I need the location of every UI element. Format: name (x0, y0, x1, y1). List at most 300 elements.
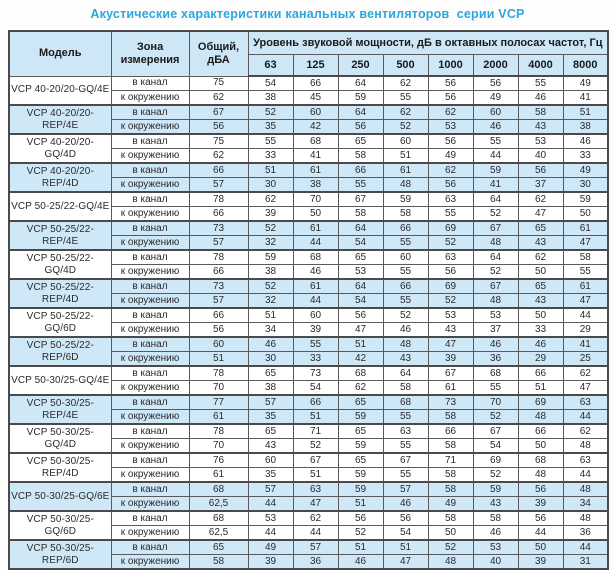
zone-cell: в канал (111, 540, 189, 555)
octave-value-cell: 62 (518, 192, 563, 207)
octave-value-cell: 50 (518, 540, 563, 555)
octave-value-cell: 62 (518, 250, 563, 265)
octave-value-cell: 34 (563, 497, 608, 512)
zone-cell: в канал (111, 424, 189, 439)
octave-value-cell: 62 (563, 366, 608, 381)
zone-cell: в канал (111, 337, 189, 352)
octave-value-cell: 63 (428, 192, 473, 207)
octave-value-cell: 43 (518, 236, 563, 251)
octave-value-cell: 46 (338, 555, 383, 570)
octave-value-cell: 55 (473, 134, 518, 149)
freq-header-4000: 4000 (518, 55, 563, 77)
octave-value-cell: 66 (293, 395, 338, 410)
zone-cell: к окружению (111, 120, 189, 135)
octave-value-cell: 70 (473, 395, 518, 410)
zone-cell: в канал (111, 308, 189, 323)
octave-value-cell: 55 (338, 178, 383, 193)
octave-value-cell: 49 (473, 91, 518, 106)
octave-value-cell: 60 (383, 134, 428, 149)
octave-value-cell: 52 (248, 279, 293, 294)
zone-cell: к окружению (111, 265, 189, 280)
octave-value-cell: 68 (338, 366, 383, 381)
octave-value-cell: 43 (248, 439, 293, 454)
octave-value-cell: 35 (248, 468, 293, 483)
octave-value-cell: 54 (338, 294, 383, 309)
octave-value-cell: 57 (248, 395, 293, 410)
table-row (9, 482, 608, 497)
zone-cell: в канал (111, 395, 189, 410)
octave-value-cell: 56 (338, 511, 383, 526)
total-dba-cell: 61 (189, 468, 248, 483)
octave-value-cell: 30 (248, 352, 293, 367)
octave-value-cell: 59 (338, 410, 383, 425)
octave-value-cell: 31 (563, 555, 608, 570)
freq-header-1000: 1000 (428, 55, 473, 77)
octave-value-cell: 41 (293, 149, 338, 164)
total-dba-cell: 78 (189, 192, 248, 207)
octave-value-cell: 55 (383, 91, 428, 106)
octave-value-cell: 33 (563, 149, 608, 164)
freq-header-63: 63 (248, 55, 293, 77)
octave-value-cell: 67 (428, 366, 473, 381)
model-cell: VCP 40-20/20-GQ/4D (9, 134, 111, 163)
zone-cell: к окружению (111, 381, 189, 396)
octave-value-cell: 56 (428, 76, 473, 91)
octave-value-cell: 51 (338, 337, 383, 352)
octave-value-cell: 49 (563, 163, 608, 178)
octave-value-cell: 65 (338, 250, 383, 265)
octave-value-cell: 53 (473, 540, 518, 555)
model-cell: VCP 50-30/25-GQ/6E (9, 482, 111, 511)
table-row (9, 105, 608, 120)
octave-value-cell: 44 (563, 410, 608, 425)
octave-value-cell: 56 (428, 265, 473, 280)
octave-value-cell: 53 (428, 120, 473, 135)
total-dba-cell: 66 (189, 163, 248, 178)
total-dba-cell: 62,5 (189, 497, 248, 512)
model-cell: VCP 50-30/25-GQ/4E (9, 366, 111, 395)
octave-value-cell: 62 (428, 163, 473, 178)
octave-value-cell: 67 (473, 279, 518, 294)
octave-value-cell: 58 (383, 207, 428, 222)
octave-value-cell: 38 (293, 178, 338, 193)
octave-value-cell: 69 (428, 221, 473, 236)
acoustic-characteristics-table (8, 30, 609, 570)
octave-value-cell: 52 (293, 439, 338, 454)
octave-value-cell: 56 (473, 76, 518, 91)
octave-value-cell: 64 (338, 76, 383, 91)
octave-value-cell: 51 (293, 410, 338, 425)
octave-value-cell: 53 (428, 308, 473, 323)
octave-value-cell: 60 (383, 250, 428, 265)
octave-value-cell: 38 (563, 120, 608, 135)
octave-value-cell: 73 (293, 366, 338, 381)
octave-value-cell: 47 (293, 497, 338, 512)
zone-cell: к окружению (111, 294, 189, 309)
octave-value-cell: 59 (473, 482, 518, 497)
octave-value-cell: 65 (338, 395, 383, 410)
table-row (9, 221, 608, 236)
octave-value-cell: 51 (383, 540, 428, 555)
total-dba-cell: 56 (189, 323, 248, 338)
octave-value-cell: 32 (248, 294, 293, 309)
octave-value-cell: 66 (518, 366, 563, 381)
octave-value-cell: 53 (338, 265, 383, 280)
model-cell: VCP 50-25/22-REP/6D (9, 337, 111, 366)
zone-cell: в канал (111, 482, 189, 497)
octave-value-cell: 50 (293, 207, 338, 222)
octave-value-cell: 30 (563, 178, 608, 193)
model-cell: VCP 50-25/22-GQ/4D (9, 250, 111, 279)
total-dba-cell: 78 (189, 366, 248, 381)
octave-value-cell: 58 (428, 410, 473, 425)
octave-value-cell: 69 (428, 279, 473, 294)
octave-value-cell: 47 (563, 236, 608, 251)
total-dba-cell: 58 (189, 555, 248, 570)
octave-value-cell: 58 (428, 439, 473, 454)
octave-value-cell: 37 (518, 178, 563, 193)
octave-value-cell: 71 (293, 424, 338, 439)
table-row (9, 540, 608, 555)
octave-value-cell: 59 (563, 192, 608, 207)
octave-value-cell: 44 (248, 526, 293, 541)
octave-value-cell: 50 (563, 207, 608, 222)
octave-value-cell: 39 (248, 207, 293, 222)
total-dba-cell: 70 (189, 381, 248, 396)
zone-cell: в канал (111, 192, 189, 207)
octave-value-cell: 44 (248, 497, 293, 512)
octave-value-cell: 39 (518, 497, 563, 512)
octave-value-cell: 56 (428, 134, 473, 149)
octave-value-cell: 55 (248, 134, 293, 149)
octave-value-cell: 65 (518, 221, 563, 236)
octave-value-cell: 46 (248, 337, 293, 352)
octave-value-cell: 44 (293, 294, 338, 309)
octave-value-cell: 58 (473, 511, 518, 526)
total-dba-cell: 75 (189, 134, 248, 149)
octave-value-cell: 49 (563, 76, 608, 91)
octave-value-cell: 52 (248, 221, 293, 236)
model-cell: VCP 50-30/25-GQ/6D (9, 511, 111, 540)
octave-value-cell: 70 (293, 192, 338, 207)
octave-value-cell: 63 (383, 424, 428, 439)
octave-value-cell: 35 (248, 120, 293, 135)
octave-value-cell: 53 (518, 134, 563, 149)
octave-value-cell: 68 (383, 395, 428, 410)
octave-value-cell: 29 (518, 352, 563, 367)
total-dba-cell: 70 (189, 439, 248, 454)
octave-value-cell: 60 (293, 105, 338, 120)
octave-value-cell: 49 (248, 540, 293, 555)
total-dba-cell: 73 (189, 279, 248, 294)
octave-value-cell: 44 (518, 526, 563, 541)
octave-value-cell: 58 (428, 468, 473, 483)
total-dba-cell: 61 (189, 410, 248, 425)
octave-value-cell: 69 (473, 453, 518, 468)
octave-value-cell: 48 (383, 178, 428, 193)
table-row (9, 424, 608, 439)
column-header-model: Модель (9, 31, 111, 76)
octave-value-cell: 56 (428, 178, 473, 193)
octave-value-cell: 38 (248, 91, 293, 106)
octave-value-cell: 43 (473, 497, 518, 512)
octave-value-cell: 61 (293, 279, 338, 294)
octave-value-cell: 56 (428, 91, 473, 106)
octave-value-cell: 40 (473, 555, 518, 570)
octave-value-cell: 64 (473, 250, 518, 265)
model-cell: VCP 40-20/20-GQ/4E (9, 76, 111, 105)
total-dba-cell: 66 (189, 207, 248, 222)
octave-value-cell: 39 (428, 352, 473, 367)
table-row (9, 511, 608, 526)
octave-value-cell: 68 (293, 134, 338, 149)
octave-value-cell: 48 (563, 439, 608, 454)
octave-value-cell: 50 (518, 308, 563, 323)
total-dba-cell: 57 (189, 178, 248, 193)
octave-value-cell: 48 (428, 555, 473, 570)
octave-value-cell: 47 (563, 381, 608, 396)
octave-value-cell: 46 (518, 91, 563, 106)
octave-value-cell: 64 (338, 105, 383, 120)
octave-value-cell: 46 (293, 265, 338, 280)
octave-value-cell: 66 (383, 221, 428, 236)
zone-cell: к окружению (111, 236, 189, 251)
octave-value-cell: 65 (338, 453, 383, 468)
octave-value-cell: 36 (293, 555, 338, 570)
octave-value-cell: 37 (473, 323, 518, 338)
freq-header-8000: 8000 (563, 55, 608, 77)
octave-value-cell: 62 (383, 105, 428, 120)
octave-value-cell: 62 (248, 192, 293, 207)
octave-value-cell: 33 (248, 149, 293, 164)
zone-cell: в канал (111, 105, 189, 120)
total-dba-cell: 51 (189, 352, 248, 367)
octave-value-cell: 47 (563, 294, 608, 309)
total-dba-cell: 76 (189, 453, 248, 468)
total-dba-cell: 77 (189, 395, 248, 410)
octave-value-cell: 51 (248, 163, 293, 178)
octave-value-cell: 65 (248, 366, 293, 381)
zone-cell: к окружению (111, 207, 189, 222)
octave-value-cell: 54 (383, 526, 428, 541)
octave-value-cell: 60 (293, 308, 338, 323)
octave-value-cell: 48 (563, 511, 608, 526)
total-dba-cell: 66 (189, 265, 248, 280)
total-dba-cell: 68 (189, 482, 248, 497)
octave-value-cell: 71 (428, 453, 473, 468)
octave-value-cell: 41 (563, 91, 608, 106)
octave-value-cell: 63 (563, 395, 608, 410)
octave-value-cell: 38 (248, 381, 293, 396)
model-cell: VCP 50-30/25-GQ/4D (9, 424, 111, 453)
octave-value-cell: 63 (428, 250, 473, 265)
octave-value-cell: 47 (518, 207, 563, 222)
model-cell: VCP 50-25/22-REP/4D (9, 279, 111, 308)
octave-value-cell: 30 (248, 178, 293, 193)
model-cell: VCP 50-30/25-REP/4D (9, 453, 111, 482)
octave-value-cell: 46 (473, 337, 518, 352)
octave-value-cell: 64 (338, 221, 383, 236)
octave-value-cell: 52 (473, 410, 518, 425)
octave-value-cell: 53 (473, 308, 518, 323)
model-cell: VCP 50-30/25-REP/4E (9, 395, 111, 424)
octave-value-cell: 48 (383, 337, 428, 352)
table-row (9, 453, 608, 468)
octave-value-cell: 39 (293, 323, 338, 338)
octave-value-cell: 55 (428, 207, 473, 222)
model-cell: VCP 50-25/22-GQ/4E (9, 192, 111, 221)
octave-value-cell: 51 (383, 149, 428, 164)
octave-value-cell: 41 (473, 178, 518, 193)
octave-value-cell: 52 (428, 236, 473, 251)
octave-value-cell: 63 (293, 482, 338, 497)
octave-value-cell: 48 (518, 410, 563, 425)
zone-cell: в канал (111, 134, 189, 149)
total-dba-cell: 56 (189, 120, 248, 135)
octave-value-cell: 57 (383, 482, 428, 497)
total-dba-cell: 75 (189, 76, 248, 91)
freq-header-2000: 2000 (473, 55, 518, 77)
octave-value-cell: 65 (338, 134, 383, 149)
octave-value-cell: 51 (518, 381, 563, 396)
octave-value-cell: 63 (563, 453, 608, 468)
octave-value-cell: 57 (248, 482, 293, 497)
zone-cell: к окружению (111, 555, 189, 570)
octave-value-cell: 44 (563, 540, 608, 555)
octave-value-cell: 61 (428, 381, 473, 396)
octave-value-cell: 58 (383, 381, 428, 396)
octave-value-cell: 55 (563, 265, 608, 280)
octave-value-cell: 46 (383, 497, 428, 512)
octave-value-cell: 59 (338, 468, 383, 483)
octave-value-cell: 56 (518, 511, 563, 526)
octave-value-cell: 44 (293, 526, 338, 541)
zone-cell: к окружению (111, 468, 189, 483)
octave-value-cell: 66 (338, 163, 383, 178)
table-row (9, 395, 608, 410)
octave-value-cell: 39 (518, 555, 563, 570)
octave-value-cell: 67 (338, 192, 383, 207)
table-row (9, 76, 608, 91)
octave-value-cell: 49 (428, 497, 473, 512)
total-dba-cell: 66 (189, 308, 248, 323)
octave-value-cell: 38 (248, 265, 293, 280)
octave-value-cell: 47 (338, 323, 383, 338)
octave-value-cell: 65 (518, 279, 563, 294)
octave-value-cell: 29 (563, 323, 608, 338)
octave-value-cell: 42 (293, 120, 338, 135)
octave-value-cell: 46 (473, 120, 518, 135)
octave-value-cell: 61 (383, 163, 428, 178)
octave-value-cell: 36 (473, 352, 518, 367)
column-header-total-dba: Общий, дБА (189, 31, 248, 76)
octave-value-cell: 45 (293, 91, 338, 106)
octave-value-cell: 64 (338, 279, 383, 294)
total-dba-cell: 65 (189, 540, 248, 555)
octave-value-cell: 52 (383, 120, 428, 135)
octave-value-cell: 54 (248, 76, 293, 91)
model-cell: VCP 50-25/22-GQ/6D (9, 308, 111, 337)
octave-value-cell: 46 (383, 323, 428, 338)
octave-value-cell: 62 (563, 424, 608, 439)
total-dba-cell: 57 (189, 236, 248, 251)
octave-value-cell: 52 (473, 207, 518, 222)
octave-value-cell: 52 (383, 308, 428, 323)
octave-value-cell: 56 (338, 308, 383, 323)
zone-cell: в канал (111, 511, 189, 526)
octave-value-cell: 64 (383, 366, 428, 381)
octave-value-cell: 58 (518, 105, 563, 120)
octave-value-cell: 44 (293, 236, 338, 251)
octave-value-cell: 62 (428, 105, 473, 120)
total-dba-cell: 57 (189, 294, 248, 309)
octave-value-cell: 68 (518, 453, 563, 468)
total-dba-cell: 78 (189, 250, 248, 265)
octave-value-cell: 67 (293, 453, 338, 468)
octave-value-cell: 55 (383, 294, 428, 309)
total-dba-cell: 67 (189, 105, 248, 120)
octave-value-cell: 60 (248, 453, 293, 468)
octave-value-cell: 67 (383, 453, 428, 468)
octave-value-cell: 42 (338, 352, 383, 367)
table-header (9, 31, 608, 76)
freq-header-250: 250 (338, 55, 383, 77)
zone-cell: к окружению (111, 497, 189, 512)
octave-value-cell: 52 (473, 265, 518, 280)
model-cell: VCP 40-20/20-REP/4D (9, 163, 111, 192)
octave-value-cell: 69 (518, 395, 563, 410)
octave-value-cell: 50 (518, 439, 563, 454)
octave-value-cell: 54 (293, 381, 338, 396)
octave-value-cell: 55 (518, 76, 563, 91)
octave-value-cell: 67 (473, 221, 518, 236)
octave-value-cell: 59 (338, 482, 383, 497)
table-row (9, 279, 608, 294)
octave-value-cell: 47 (383, 555, 428, 570)
zone-cell: в канал (111, 453, 189, 468)
octave-value-cell: 41 (563, 337, 608, 352)
octave-value-cell: 53 (248, 511, 293, 526)
octave-value-cell: 47 (428, 337, 473, 352)
zone-cell: в канал (111, 221, 189, 236)
octave-value-cell: 59 (338, 439, 383, 454)
zone-cell: к окружению (111, 149, 189, 164)
octave-value-cell: 35 (248, 410, 293, 425)
table-body (9, 76, 608, 569)
octave-value-cell: 59 (338, 91, 383, 106)
column-header-octave-bands: Уровень звуковой мощности, дБ в октавных полосах частот, Гц (248, 31, 608, 55)
octave-value-cell: 44 (563, 468, 608, 483)
octave-value-cell: 43 (428, 323, 473, 338)
table-row (9, 163, 608, 178)
octave-value-cell: 56 (518, 482, 563, 497)
octave-value-cell: 43 (383, 352, 428, 367)
octave-value-cell: 51 (338, 540, 383, 555)
octave-value-cell: 61 (293, 221, 338, 236)
table-row (9, 366, 608, 381)
table-row (9, 134, 608, 149)
zone-cell: к окружению (111, 410, 189, 425)
octave-value-cell: 68 (293, 250, 338, 265)
octave-value-cell: 61 (293, 163, 338, 178)
octave-value-cell: 33 (518, 323, 563, 338)
zone-cell: в канал (111, 279, 189, 294)
octave-value-cell: 73 (428, 395, 473, 410)
octave-value-cell: 25 (563, 352, 608, 367)
total-dba-cell: 73 (189, 221, 248, 236)
zone-cell: в канал (111, 250, 189, 265)
zone-cell: в канал (111, 366, 189, 381)
